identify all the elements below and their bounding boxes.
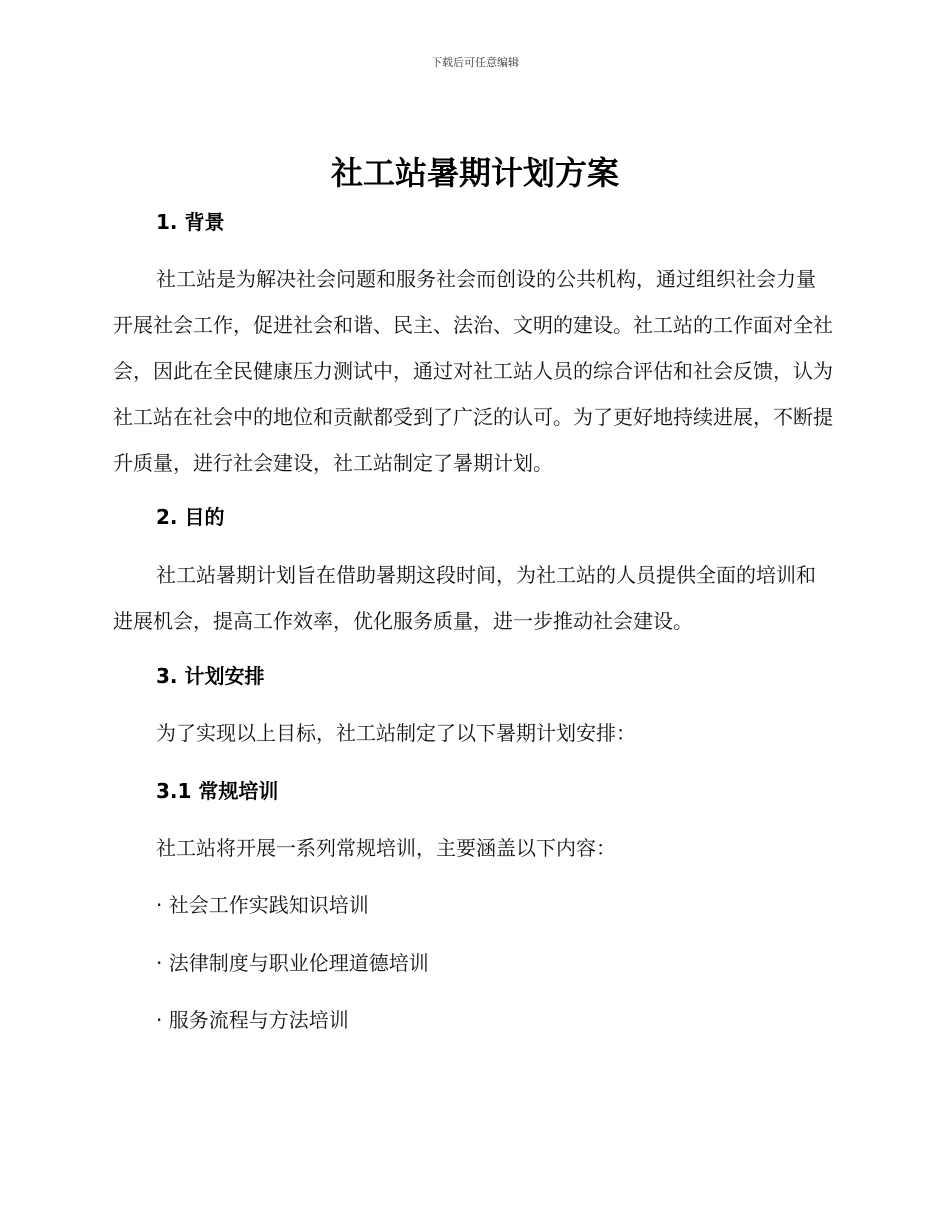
section-heading-purpose: 2. 目的	[156, 505, 225, 529]
section-heading-training: 3.1 常规培训	[156, 779, 279, 803]
plan-intro: 为了实现以上目标，社工站制定了以下暑期计划安排：	[156, 721, 636, 745]
training-list-item: · 社会工作实践知识培训	[156, 893, 369, 917]
training-list-item: · 法律制度与职业伦理道德培训	[156, 951, 429, 975]
training-intro: 社工站将开展一系列常规培训，主要涵盖以下内容：	[156, 836, 616, 860]
document-title: 社工站暑期计划方案	[330, 154, 619, 192]
purpose-paragraph: 社工站暑期计划旨在借助暑期这段时间，为社工站的人员提供全面的培训和进展机会，提高工作效率，优化服务质量，进一步推动社会建设。	[113, 563, 816, 633]
page-header-note: 下载后可任意编辑	[431, 56, 519, 69]
training-list-item: · 服务流程与方法培训	[156, 1008, 349, 1032]
section-heading-plan: 3. 计划安排	[156, 664, 265, 688]
background-paragraph: 社工站是为解决社会问题和服务社会而创设的公共机构，通过组织社会力量开展社会工作，促进社会和谐、民主、法治、文明的建设。社工站的工作面对全社会，因此在全民健康压力测试中，通过对社工站人员的综合评估和社会反馈，认为社工站在社会中的地位和贡献都受到了广泛的认可。为了更好地持续进展，不断提升质量，进行社会建设，社工站制定了暑期计划。	[113, 267, 833, 475]
section-heading-background: 1. 背景	[156, 210, 225, 234]
